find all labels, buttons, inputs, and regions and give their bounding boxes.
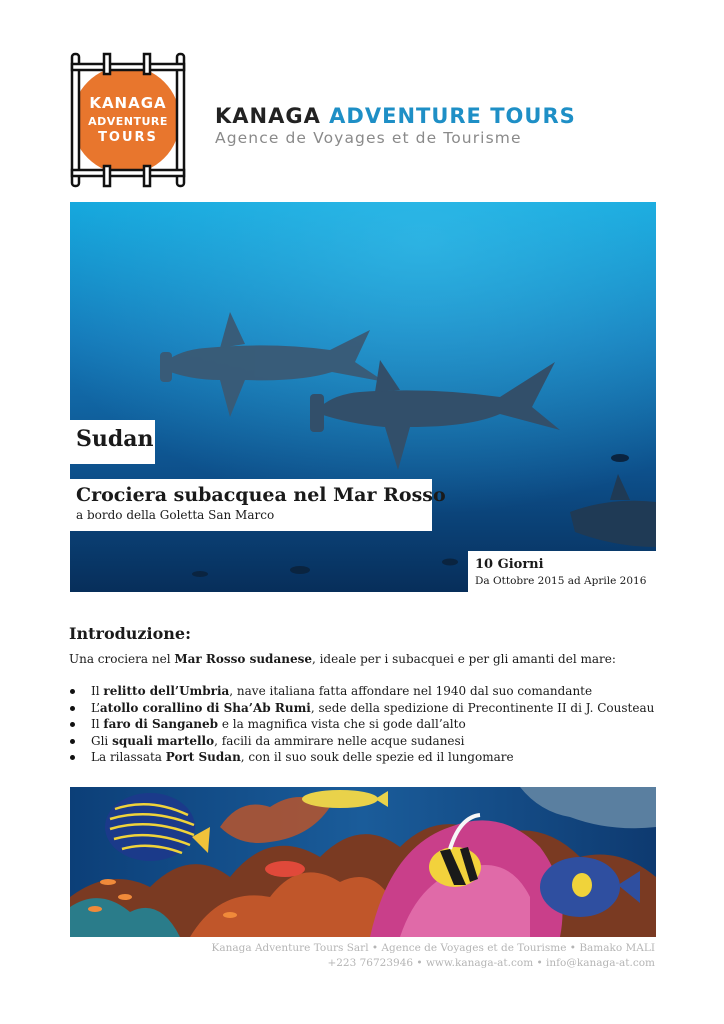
intro-heading: Introduzione: [69, 624, 191, 643]
highlights-list [69, 683, 654, 766]
list-item-bold: squali martello [112, 733, 215, 748]
bullet-icon [70, 706, 75, 711]
list-item-bold: atollo corallino di Sha’Ab Rumi [99, 700, 311, 715]
footer-line-address: Kanaga Adventure Tours Sarl • Agence de Voyages et de Tourisme • Bamako MALI [211, 942, 655, 954]
list-item-text: , facili da ammirare nelle acque sudanesi [214, 733, 465, 748]
trip-subtitle: a bordo della Goletta San Marco [76, 508, 275, 522]
reef-photo-tropical-fish [70, 787, 656, 937]
list-item [69, 749, 654, 766]
trip-title: Crociera subacquea nel Mar Rosso [76, 484, 446, 506]
company-logo [68, 52, 188, 188]
bullet-icon [70, 755, 75, 760]
footer-line-contact: +223 76723946 • www.kanaga-at.com • info@kanaga-at.com [327, 957, 655, 969]
list-item-text: , con il suo souk delle spezie ed il lungomare [240, 750, 514, 764]
svg-text:ADVENTURE: ADVENTURE [88, 115, 168, 128]
trip-period: Da Ottobre 2015 ad Aprile 2016 [475, 575, 647, 587]
list-item-text: e la magnifica vista che si gode dall’alto [218, 717, 466, 731]
list-item-bold: relitto dell’Umbria [103, 684, 230, 698]
trip-title-box [70, 479, 446, 531]
bullet-icon [70, 689, 75, 694]
svg-text:TOURS: TOURS [98, 130, 158, 145]
list-item [69, 733, 654, 750]
brand-tagline: Agence de Voyages et de Tourisme [215, 129, 522, 147]
intro-lead-post: , ideale per i subacquei e per gli amanti del mare: [311, 652, 616, 666]
list-item-text: Il [91, 717, 104, 731]
list-item [69, 716, 654, 733]
trip-duration: 10 Giorni [475, 557, 544, 572]
intro-lead-pre: Una crociera nel [69, 652, 175, 666]
svg-text:KANAGA: KANAGA [89, 94, 167, 112]
hero-photo-hammerhead-sharks [70, 202, 656, 592]
trip-duration-box [468, 551, 656, 593]
brand-name [215, 104, 576, 128]
list-item-text: , sede della spedizione di Precontinente II di J. Cousteau [310, 700, 655, 715]
bullet-icon [70, 722, 75, 727]
list-item-bold: Port Sudan [165, 750, 241, 764]
list-item-text: L’ [91, 700, 100, 715]
footer-contact [212, 941, 656, 971]
intro-lead-bold: Mar Rosso sudanese [174, 652, 312, 666]
list-item [69, 700, 654, 717]
list-item-text: , nave italiana fatta affondare nel 1940 dal suo comandante [229, 684, 593, 698]
destination-label: Sudan [70, 420, 155, 464]
list-item [69, 683, 654, 700]
bullet-icon [70, 739, 75, 744]
list-item-text: Il [91, 684, 104, 698]
brand-header [215, 104, 576, 147]
brand-name-kanaga: KANAGA [215, 104, 321, 128]
list-item-text: La rilassata [91, 750, 166, 764]
list-item-text: Gli [91, 733, 113, 748]
list-item-bold: faro di Sanganeb [103, 717, 219, 731]
brand-name-adventure-tours: ADVENTURE TOURS [329, 104, 576, 128]
intro-lead [69, 652, 616, 666]
